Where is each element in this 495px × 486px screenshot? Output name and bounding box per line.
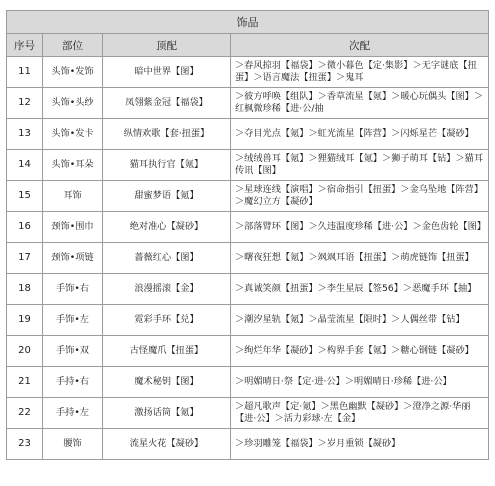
row-top-config: 甜蜜梦语【氪】 — [103, 181, 231, 212]
row-number: 19 — [7, 305, 43, 336]
row-number: 21 — [7, 367, 43, 398]
row-part: 头饰•头纱 — [43, 88, 103, 119]
row-number: 17 — [7, 243, 43, 274]
row-top-config: 浪漫摇滚【金】 — [103, 274, 231, 305]
header-number: 序号 — [7, 34, 43, 57]
table-row — [7, 336, 489, 367]
row-number: 20 — [7, 336, 43, 367]
row-part: 手饰•双 — [43, 336, 103, 367]
row-second-config: ＞夺目光点【氪】＞虹光流星【阵营】＞闪烁星芒【凝砂】 — [231, 119, 489, 150]
header-second-config: 次配 — [231, 34, 489, 57]
row-top-config: 魔术秘钥【图】 — [103, 367, 231, 398]
header-part: 部位 — [43, 34, 103, 57]
table-row — [7, 243, 489, 274]
row-number: 15 — [7, 181, 43, 212]
row-second-config: ＞真诚笑颜【扭蛋】＞李生星辰【签56】＞恶魔手环【抽】 — [231, 274, 489, 305]
accessory-table — [6, 10, 489, 460]
row-number: 16 — [7, 212, 43, 243]
row-top-config: 暗中世界【图】 — [103, 57, 231, 88]
table-row — [7, 150, 489, 181]
row-part: 手持•左 — [43, 398, 103, 429]
table-row — [7, 429, 489, 460]
table-row — [7, 212, 489, 243]
row-top-config: 猫耳执行官【氪】 — [103, 150, 231, 181]
row-part: 头饰•发饰 — [43, 57, 103, 88]
row-part: 手持•右 — [43, 367, 103, 398]
row-second-config: ＞珍羽雕笼【福袋】＞岁月重锁【凝砂】 — [231, 429, 489, 460]
row-second-config: ＞绚烂年华【凝砂】＞构界手套【氪】＞糖心钢链【凝砂】 — [231, 336, 489, 367]
row-second-config: ＞潮汐星轨【氪】＞晶莹流星【限时】＞人偶丝带【钻】 — [231, 305, 489, 336]
table-row — [7, 119, 489, 150]
row-second-config: ＞绒绒兽耳【氪】＞狸猫绒耳【氪】＞狮子萌耳【钻】＞猫耳传讯【图】 — [231, 150, 489, 181]
row-number: 11 — [7, 57, 43, 88]
row-second-config: ＞曙夜狂想【氪】＞飒飒耳语【扭蛋】＞萌虎链饰【扭蛋】 — [231, 243, 489, 274]
row-part: 颈饰•围巾 — [43, 212, 103, 243]
row-part: 耳饰 — [43, 181, 103, 212]
row-number: 13 — [7, 119, 43, 150]
table-row — [7, 274, 489, 305]
row-top-config: 凤翎紫金冠【福袋】 — [103, 88, 231, 119]
row-number: 12 — [7, 88, 43, 119]
table-row — [7, 181, 489, 212]
row-top-config: 流星火花【凝砂】 — [103, 429, 231, 460]
row-top-config: 蔷薇红心【图】 — [103, 243, 231, 274]
row-part: 头饰•发卡 — [43, 119, 103, 150]
table-row — [7, 88, 489, 119]
row-second-config: ＞星球连线【演唱】＞宿命指引【扭蛋】＞金乌坠地【阵营】＞魔幻立方【凝砂】 — [231, 181, 489, 212]
row-second-config: ＞部落臂环【图】＞久违温度珍稀【进·公】＞金色齿轮【图】 — [231, 212, 489, 243]
row-second-config: ＞明媚晴日·祭【定·进·公】＞明媚晴日·珍稀【进·公】 — [231, 367, 489, 398]
row-number: 14 — [7, 150, 43, 181]
row-number: 18 — [7, 274, 43, 305]
row-top-config: 激扬话筒【氪】 — [103, 398, 231, 429]
row-number: 22 — [7, 398, 43, 429]
row-part: 手饰•右 — [43, 274, 103, 305]
row-part: 头饰•耳朵 — [43, 150, 103, 181]
row-part: 手饰•左 — [43, 305, 103, 336]
accessory-table-frame — [6, 10, 488, 474]
header-top-config: 顶配 — [103, 34, 231, 57]
table-row — [7, 367, 489, 398]
row-part: 腰饰 — [43, 429, 103, 460]
row-second-config: ＞春风掠羽【福袋】＞微小暮色【定·集影】＞无字谜底【扭蛋】＞语言魔法【扭蛋】＞鬼耳 — [231, 57, 489, 88]
table-row — [7, 305, 489, 336]
row-top-config: 霓彩手环【兑】 — [103, 305, 231, 336]
table-row — [7, 398, 489, 429]
row-number: 23 — [7, 429, 43, 460]
row-part: 颈饰•项链 — [43, 243, 103, 274]
row-top-config: 绝对准心【凝砂】 — [103, 212, 231, 243]
row-top-config: 纵情欢歌【套·扭蛋】 — [103, 119, 231, 150]
row-second-config: ＞超凡歌声【定·氪】＞黑色幽默【凝砂】＞澄净之源·华丽【进·公】＞活力彩球·左【金】 — [231, 398, 489, 429]
table-body — [7, 57, 489, 460]
row-top-config: 古怪魔爪【扭蛋】 — [103, 336, 231, 367]
row-second-config: ＞彼方呼唤【组队】＞香草流星【氪】＞暖心玩偶头【图】＞红枫微珍稀【进·公/抽 — [231, 88, 489, 119]
table-title: 饰品 — [7, 11, 489, 34]
table-row — [7, 57, 489, 88]
